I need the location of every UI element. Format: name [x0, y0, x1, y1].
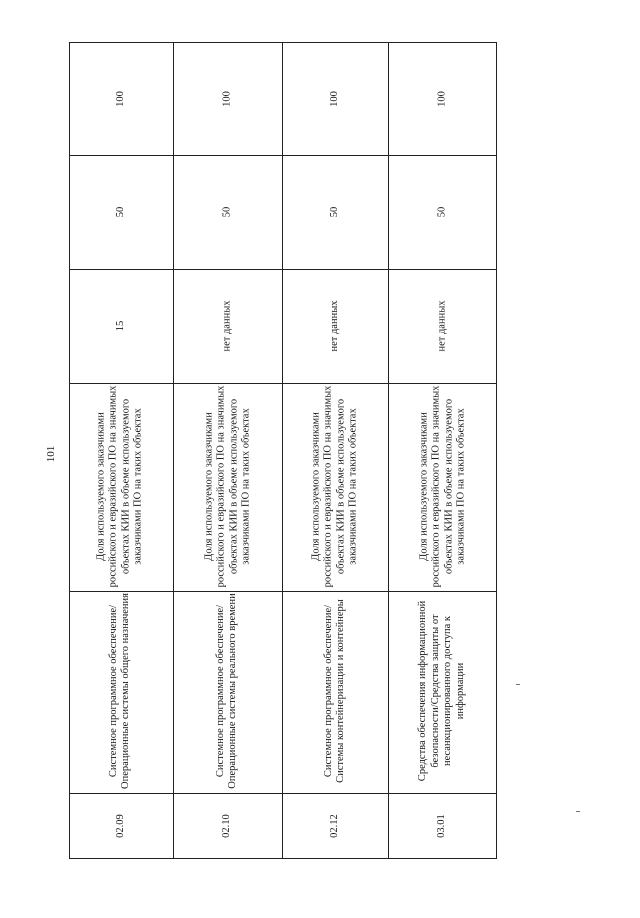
indicator-cell: Доля используемого заказчиками российского и евразийского ПО на значимых объектах КИИ в объеме используемого заказчиками ПО на таких объектах	[203, 385, 252, 588]
value-2-cell: 50	[436, 206, 448, 218]
name-cell: Системное программное обеспечение/Операционные системы реального времени	[214, 593, 238, 789]
value-3-cell: 100	[221, 91, 233, 107]
scan-mark	[576, 811, 580, 812]
table	[69, 42, 497, 859]
column-divider	[70, 269, 496, 270]
scan-mark	[516, 684, 520, 685]
row-divider	[173, 43, 174, 858]
indicator-cell: Доля используемого заказчиками российского и евразийского ПО на значимых объектах КИИ в объеме используемого заказчиками ПО на таких объектах	[418, 385, 467, 588]
column-divider	[70, 155, 496, 156]
code-cell: 02.10	[220, 814, 232, 838]
value-3-cell: 100	[436, 91, 448, 107]
page-number: 101	[45, 445, 57, 463]
value-2-cell: 50	[328, 206, 340, 218]
base-value-cell: нет данных	[436, 300, 448, 352]
value-3-cell: 100	[114, 91, 126, 107]
base-value-cell: нет данных	[328, 300, 340, 352]
value-3-cell: 100	[328, 91, 340, 107]
base-value-cell: нет данных	[221, 300, 233, 352]
indicator-cell: Доля используемого заказчиками российского и евразийского ПО на значимых объектах КИИ в объеме используемого заказчиками ПО на таких объектах	[95, 385, 144, 588]
code-cell: 03.01	[435, 814, 447, 838]
value-2-cell: 50	[114, 206, 126, 218]
value-2-cell: 50	[221, 206, 233, 218]
name-cell: Системное программное обеспечение/Операционные системы общего назначения	[107, 593, 131, 789]
base-value-cell: 15	[114, 320, 126, 332]
name-cell: Средства обеспечения информационной безопасности/Средства защиты от несанкционированного доступа к информации	[417, 600, 466, 782]
name-cell: Системное программное обеспечение/Системы контейнеризации и контейнеры	[322, 599, 346, 783]
indicator-cell: Доля используемого заказчиками российского и евразийского ПО на значимых объектах КИИ в объеме используемого заказчиками ПО на таких объектах	[310, 385, 359, 588]
code-cell: 02.09	[114, 814, 126, 838]
code-cell: 02.12	[328, 814, 340, 838]
row-divider	[388, 43, 389, 858]
